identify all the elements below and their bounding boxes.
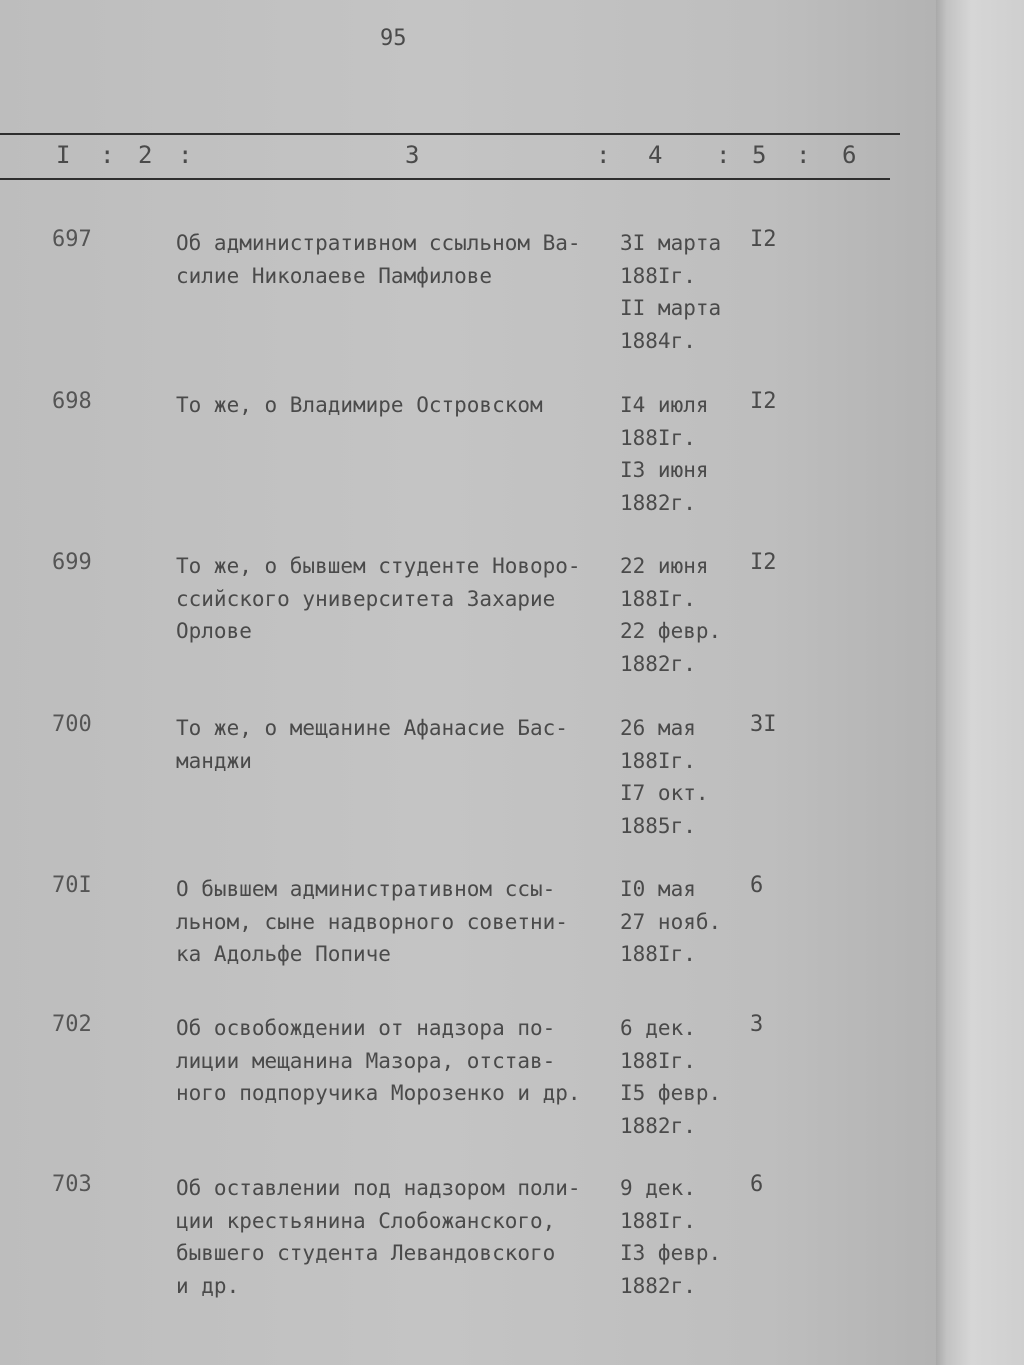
entry-title — [176, 1012, 606, 1110]
entry-date: I7 окт. — [620, 781, 709, 805]
entry-date: 1882г. — [620, 1273, 696, 1298]
column-separator: : — [716, 141, 731, 169]
entry-title-line: ции крестьянина Слобожанского, — [176, 1208, 556, 1233]
column-separator: : — [100, 141, 115, 169]
page-edge — [936, 0, 1024, 1365]
entry-date: 188Iг. — [620, 942, 696, 966]
entry-date: I3 июня — [620, 458, 709, 482]
entry-title-line: Орлове — [176, 619, 252, 643]
entry-title — [176, 712, 606, 777]
page-number: 95 — [380, 26, 407, 51]
entry-date: 188Iг. — [620, 425, 696, 450]
entry-date: 1882г. — [620, 490, 696, 515]
entry-number: 700 — [52, 712, 92, 737]
entry-title-line: ссийского университета Захарие — [176, 586, 556, 611]
column-header-5: 5 — [752, 141, 767, 169]
entry-date: 27 нояб. — [620, 909, 722, 934]
entry-date: 22 июня — [620, 554, 709, 578]
column-separator: : — [796, 141, 811, 169]
entry-dates — [620, 873, 721, 971]
entry-title — [176, 227, 606, 292]
entry-title-line: Об оставлении под надзором поли- — [176, 1176, 581, 1200]
entry-date: 22 февр. — [620, 619, 722, 643]
entry-dates — [620, 227, 721, 357]
entry-sheet-count: 6 — [750, 1172, 764, 1197]
entry-sheet-count: 6 — [750, 873, 764, 898]
entry-title — [176, 389, 606, 422]
entry-title-line: О бывшем административном ссы- — [176, 877, 556, 901]
entry-number: 702 — [52, 1012, 92, 1037]
entry-date: 1882г. — [620, 651, 696, 676]
entry-title — [176, 550, 606, 648]
entry-number: 697 — [52, 227, 92, 252]
column-header-1: I — [56, 141, 71, 169]
entry-title-line: Об освобождении от надзора по- — [176, 1016, 556, 1040]
entry-title-line: Об административном ссыльном Ва- — [176, 231, 581, 255]
entry-sheet-count: I2 — [750, 550, 777, 575]
entry-title — [176, 1172, 606, 1302]
column-header-2: 2 — [138, 141, 153, 169]
entry-sheet-count: I2 — [750, 389, 777, 414]
entry-date: 6 дек. — [620, 1016, 696, 1040]
entry-date: 1884г. — [620, 328, 696, 353]
column-separator: : — [178, 141, 193, 169]
entry-dates — [620, 712, 709, 842]
entry-title-line: манджи — [176, 748, 252, 773]
entry-date: I3 февр. — [620, 1241, 722, 1265]
entry-title-line: лиции мещанина Мазора, отстав- — [176, 1048, 556, 1073]
entry-title-line: ка Адольфе Попиче — [176, 942, 391, 966]
entry-date: 1882г. — [620, 1113, 696, 1138]
entry-dates — [620, 550, 721, 680]
entry-date: 9 дек. — [620, 1176, 696, 1200]
entry-date: 188Iг. — [620, 748, 696, 773]
entry-title-line: льном, сыне надворного советни- — [176, 909, 568, 934]
entry-sheet-count: 3 — [750, 1012, 764, 1037]
entry-number: 698 — [52, 389, 92, 414]
entry-number: 699 — [52, 550, 92, 575]
entry-date: I4 июля — [620, 393, 709, 417]
entry-date: 188Iг. — [620, 1048, 696, 1073]
entry-sheet-count: 3I — [750, 712, 777, 737]
entry-date: I0 мая — [620, 877, 696, 901]
header-rule-top — [0, 133, 900, 135]
entry-date: 188Iг. — [620, 263, 696, 288]
entry-date: I5 февр. — [620, 1081, 722, 1105]
entry-dates — [620, 1012, 721, 1142]
column-header-4: 4 — [648, 141, 663, 169]
entry-date: II марта — [620, 296, 722, 320]
entry-date: 188Iг. — [620, 586, 696, 611]
entry-title-line: То же, о Владимире Островском — [176, 393, 543, 417]
column-header-3: 3 — [405, 141, 420, 169]
entry-title-line: То же, о мещанине Афанасие Бас- — [176, 716, 568, 740]
entry-sheet-count: I2 — [750, 227, 777, 252]
entry-date: 1885г. — [620, 813, 696, 838]
entry-dates — [620, 389, 709, 519]
entry-title-line: То же, о бывшем студенте Новоро- — [176, 554, 581, 578]
entry-date: 3I марта — [620, 231, 722, 255]
entry-title-line: ного подпоручика Морозенко и др. — [176, 1081, 581, 1105]
entry-title-line: и др. — [176, 1273, 240, 1298]
entry-title — [176, 873, 606, 971]
entry-dates — [620, 1172, 721, 1302]
entry-title-line: силие Николаеве Памфилове — [176, 263, 493, 288]
entry-date: 26 мая — [620, 716, 696, 740]
entry-date: 188Iг. — [620, 1208, 696, 1233]
entry-number: 70I — [52, 873, 92, 898]
column-header-6: 6 — [842, 141, 857, 169]
entry-number: 703 — [52, 1172, 92, 1197]
header-rule-bottom — [0, 178, 890, 180]
column-separator: : — [596, 141, 611, 169]
entry-title-line: бывшего студента Левандовского — [176, 1241, 556, 1265]
